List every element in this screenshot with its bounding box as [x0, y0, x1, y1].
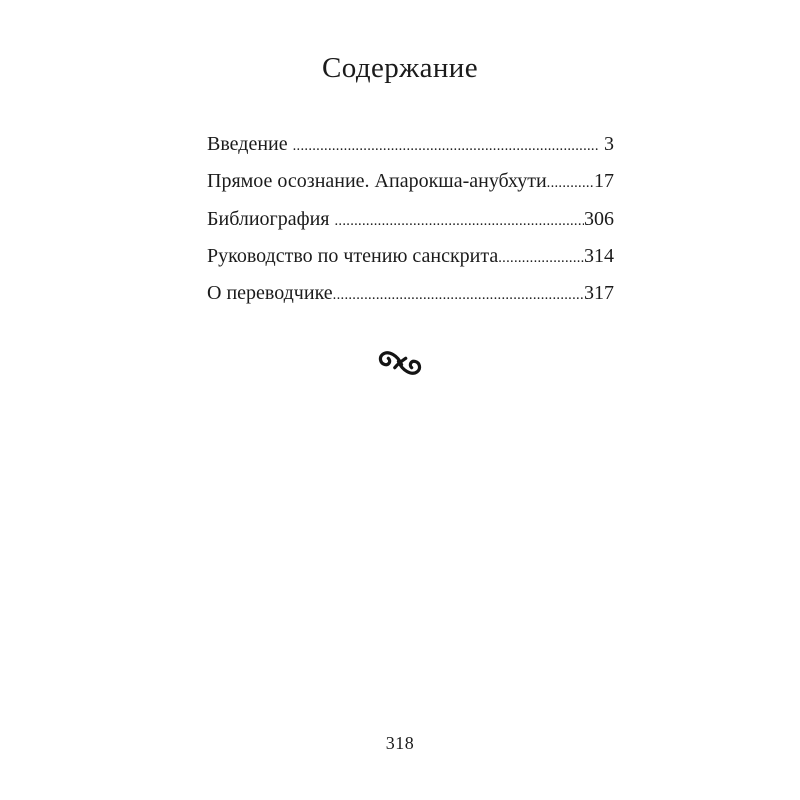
toc-entry-page-number: 3: [599, 133, 614, 155]
toc-entry-page-number: 306: [584, 207, 614, 230]
toc-entry-label: Руководство по чтению санскрита: [207, 244, 499, 267]
toc-entry-page-number: 314: [584, 244, 614, 267]
toc-entry-label: Прямое осознание. Апарокша-анубхути: [207, 170, 547, 193]
toc-entry-label: Введение: [207, 133, 293, 155]
toc-entry: [207, 163, 614, 200]
page-title: Содержание: [322, 52, 478, 84]
toc-entry: [207, 238, 614, 275]
folio-page-number: 318: [385, 733, 415, 753]
toc-entry-page-number: 317: [584, 282, 614, 305]
toc-dot-leader: [498, 240, 584, 277]
table-of-contents: [207, 126, 614, 312]
toc-entry-label: Библиография: [207, 207, 335, 230]
toc-dot-leader: [333, 277, 584, 314]
toc-entry: [207, 201, 614, 238]
toc-entry-label: О переводчике: [207, 282, 333, 305]
toc-entry: [207, 126, 614, 163]
toc-entry-page-number: 17: [594, 170, 614, 193]
toc-entry: [207, 275, 614, 312]
toc-dot-leader: [547, 165, 594, 202]
toc-dot-leader: [335, 203, 585, 240]
scroll-flourish-ornament: [373, 342, 427, 384]
toc-dot-leader: [293, 128, 599, 165]
